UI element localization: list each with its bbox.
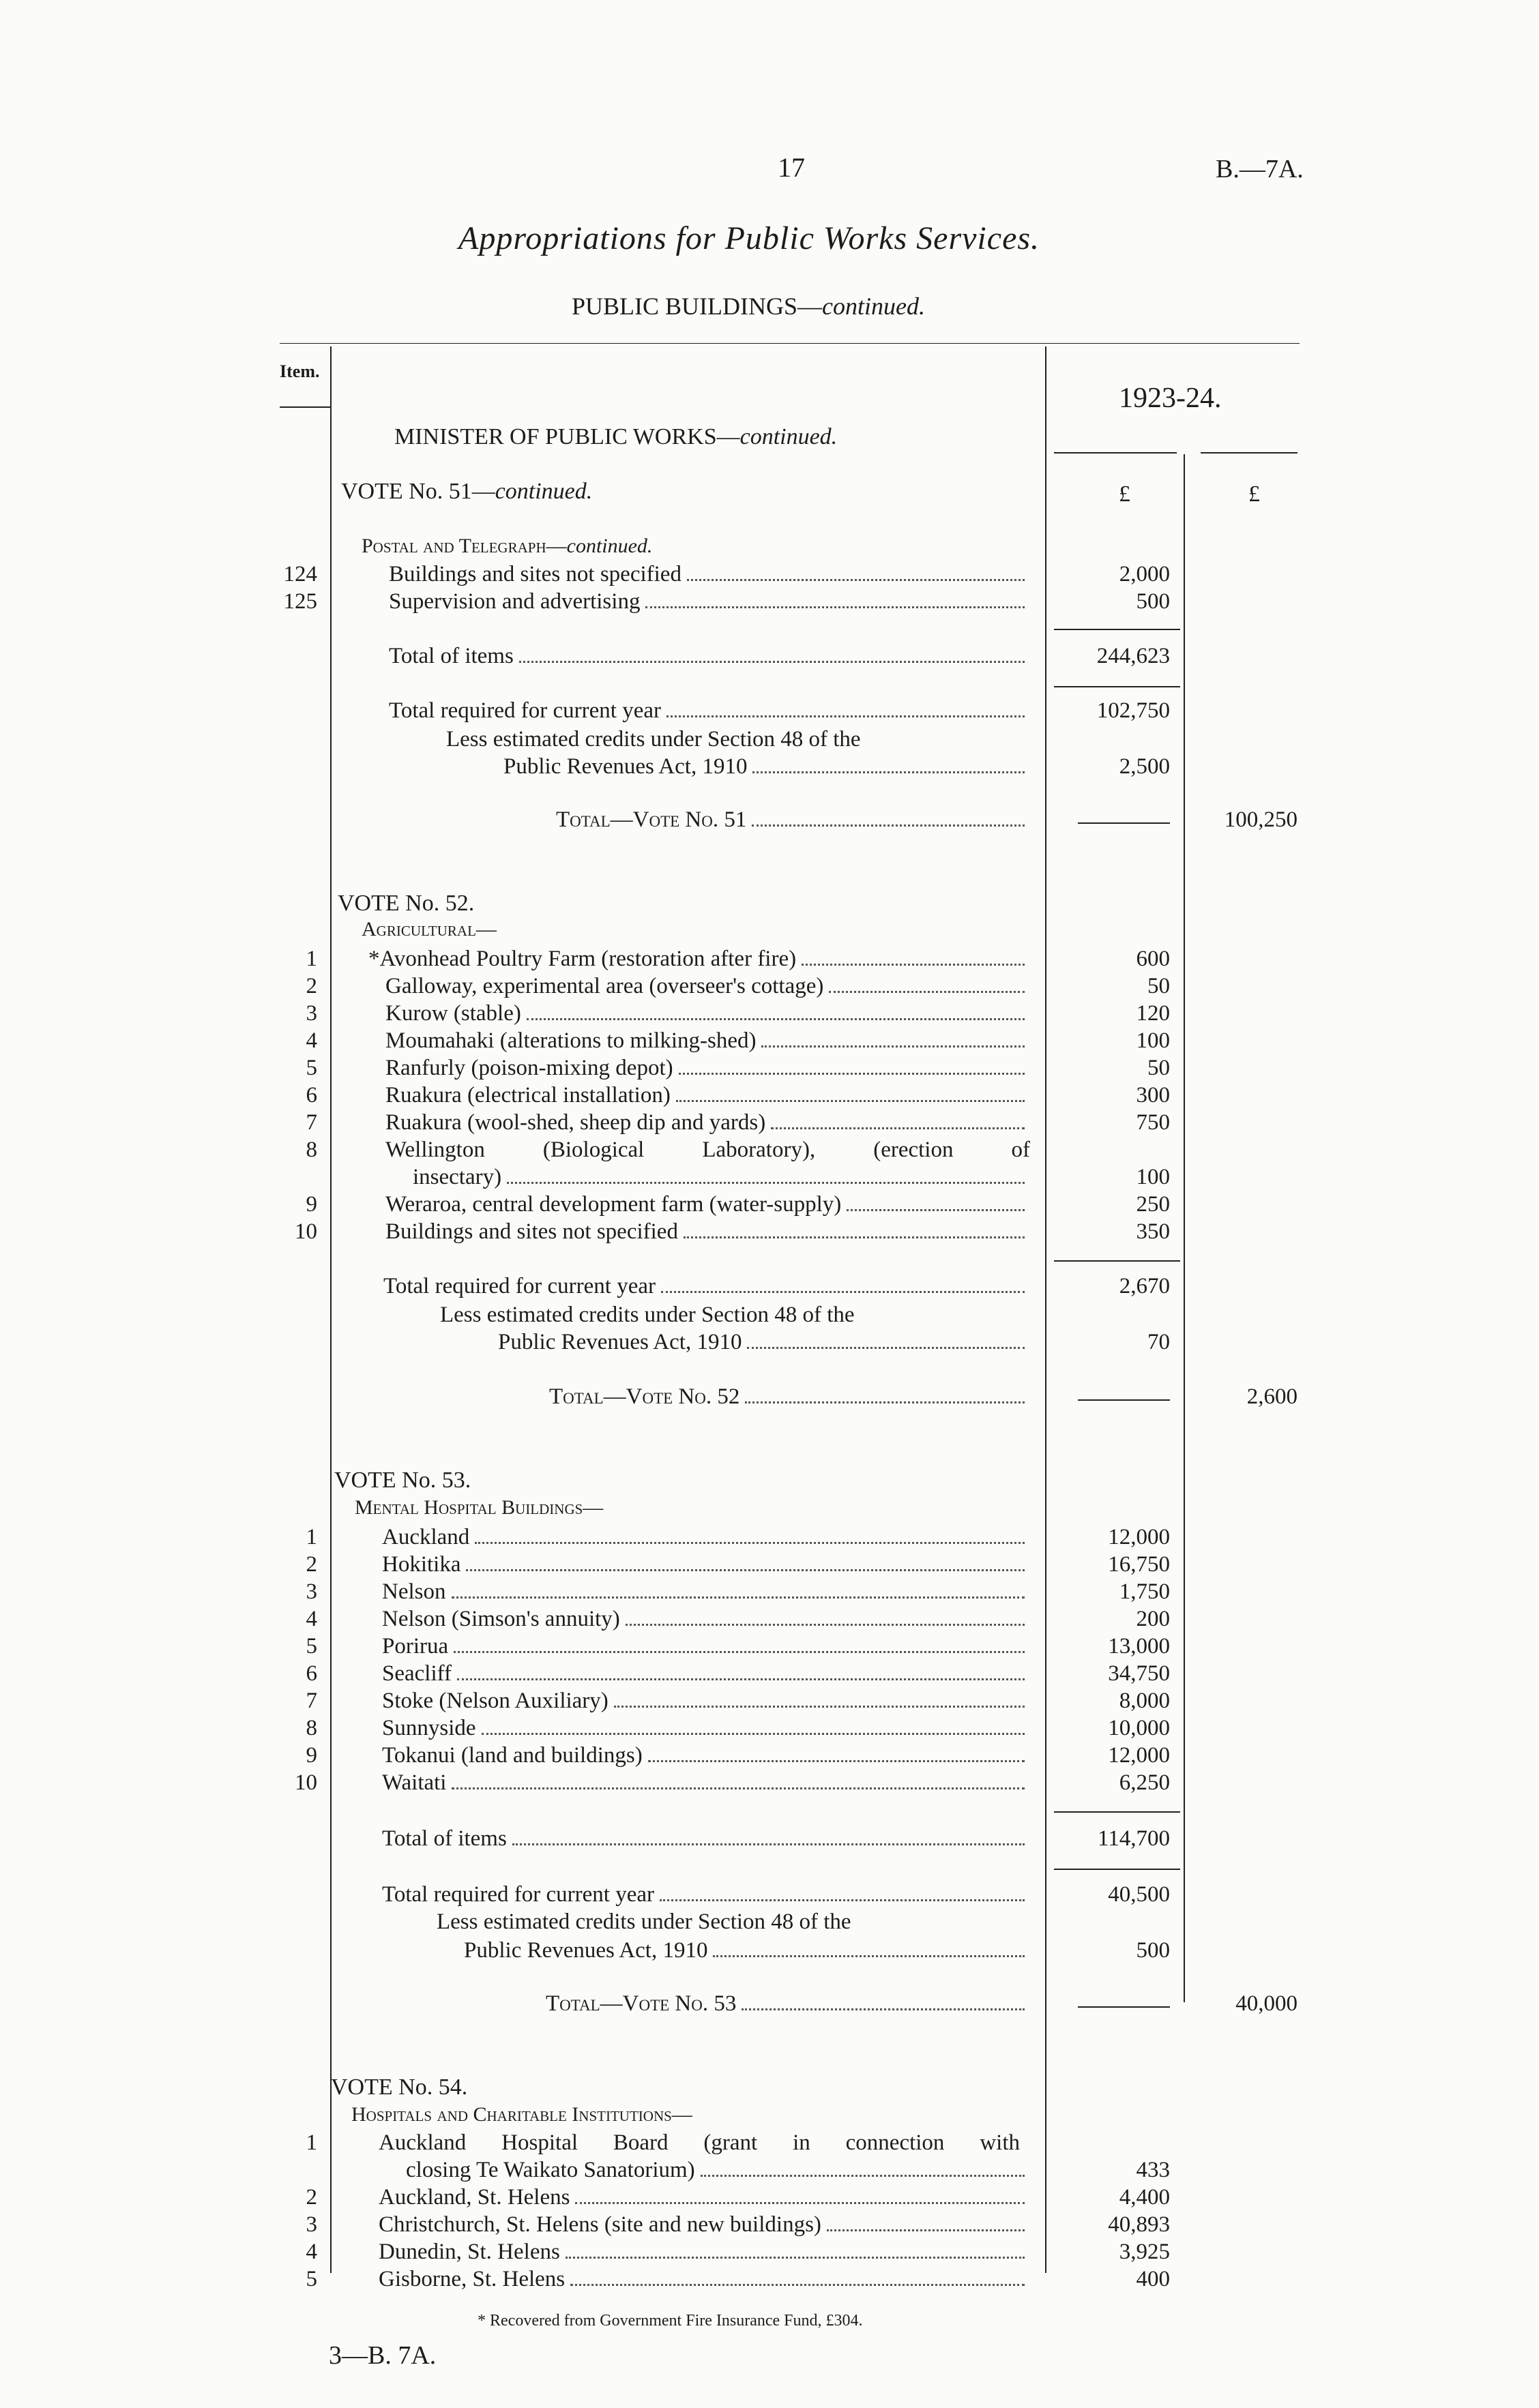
vote53-item-no: 10 bbox=[295, 1770, 317, 1795]
page-title: Appropriations for Public Works Services. bbox=[458, 220, 1040, 256]
vote52-item-desc: *Avonhead Poultry Farm (restoration after fire) bbox=[368, 947, 797, 971]
vote53-item-amount: 34,750 bbox=[1108, 1661, 1170, 1686]
vote52-item-amount: 600 bbox=[1136, 947, 1170, 971]
vote53-item-desc: Hokitika bbox=[382, 1552, 461, 1577]
item-column-divider bbox=[330, 346, 332, 2273]
vote52-title: VOTE No. 52. bbox=[338, 891, 475, 916]
vote53-item-no: 7 bbox=[306, 1689, 317, 1713]
vote52-less-credits-line1: Less estimated credits under Section 48 of the bbox=[440, 1303, 855, 1327]
vote51-section bbox=[362, 535, 652, 558]
vote54-item-amount: 4,400 bbox=[1119, 2185, 1170, 2210]
vote53-item-amount: 13,000 bbox=[1108, 1634, 1170, 1659]
vote53-item-desc: Seacliff bbox=[382, 1661, 452, 1686]
vote53-less-credits-row bbox=[464, 1938, 1030, 1963]
vote52-item-desc: Ruakura (wool-shed, sheep dip and yards) bbox=[385, 1110, 766, 1135]
vote53-item-no: 5 bbox=[306, 1634, 317, 1659]
vote54-item-amount: 433 bbox=[1136, 2158, 1170, 2182]
vote51-vote-total-row bbox=[556, 807, 1030, 833]
vote54-item-no: 5 bbox=[306, 2267, 317, 2291]
vote54-item-desc: Auckland Hospital Board (grant in connection with bbox=[379, 2130, 1020, 2155]
vote52-section: Agricultural— bbox=[362, 918, 497, 940]
vote53-item-amount: 10,000 bbox=[1108, 1716, 1170, 1740]
vote52-item-no: 5 bbox=[306, 1056, 317, 1080]
vote52-item-no: 9 bbox=[306, 1192, 317, 1217]
year-header-rule-1 bbox=[1054, 452, 1177, 454]
vote54-item-row bbox=[379, 2267, 1030, 2292]
vote52-item-no: 6 bbox=[306, 1083, 317, 1108]
vote52-item-desc: Kurow (stable) bbox=[385, 1001, 521, 1026]
vote52-item-desc: Wellington (Biological Laboratory), (erection of bbox=[385, 1138, 1030, 1162]
vote52-item-amount: 100 bbox=[1136, 1028, 1170, 1053]
vote51-item-amount: 500 bbox=[1136, 589, 1170, 614]
vote53-item-no: 4 bbox=[306, 1607, 317, 1631]
vote51-total-items-label: Total of items bbox=[389, 644, 514, 668]
vote54-item-desc: Gisborne, St. Helens bbox=[379, 2267, 566, 2291]
vote52-item-desc: Ruakura (electrical installation) bbox=[385, 1083, 671, 1108]
vote53-less-credits-line1: Less estimated credits under Section 48 of the bbox=[437, 1909, 851, 1934]
vote54-title: VOTE No. 54. bbox=[331, 2075, 468, 2100]
currency-col-1: £ bbox=[1119, 481, 1130, 507]
vote54-item-desc2: closing Te Waikato Sanatorium) bbox=[406, 2158, 695, 2182]
vote53-item-amount: 1,750 bbox=[1119, 1579, 1170, 1604]
vote53-vote-total-row bbox=[546, 1991, 1030, 2017]
vote51-total-required-label: Total required for current year bbox=[389, 698, 661, 723]
vote54-section: Hospitals and Charitable Institutions— bbox=[351, 2103, 692, 2126]
page-number: 17 bbox=[778, 152, 805, 183]
vote52-total-required-label: Total required for current year bbox=[383, 1274, 656, 1298]
vote53-item-no: 8 bbox=[306, 1716, 317, 1740]
vote52-less-credits: 70 bbox=[1147, 1330, 1170, 1354]
vote51-subtotal-rule bbox=[1054, 629, 1180, 630]
vote52-item-row bbox=[385, 1028, 1030, 1054]
vote52-item-no: 7 bbox=[306, 1110, 317, 1135]
vote54-item-desc: Auckland, St. Helens bbox=[379, 2185, 570, 2210]
vote53-less-credits: 500 bbox=[1136, 1938, 1170, 1963]
vote51-less-credits-line2: Public Revenues Act, 1910 bbox=[503, 754, 748, 779]
vote53-subtotal-rule bbox=[1054, 1811, 1180, 1813]
vote53-item-no: 1 bbox=[306, 1525, 317, 1549]
vote52-less-credits-row bbox=[498, 1330, 1030, 1355]
vote52-total-required: 2,670 bbox=[1119, 1274, 1170, 1298]
vote51-title-cont: continued. bbox=[495, 479, 593, 504]
vote53-item-desc: Auckland bbox=[382, 1525, 470, 1549]
vote52-item-amount: 120 bbox=[1136, 1001, 1170, 1026]
vote53-item-no: 2 bbox=[306, 1552, 317, 1577]
item-header-rule bbox=[280, 406, 330, 408]
vote51-vote-total: 100,250 bbox=[1224, 807, 1298, 832]
vote53-item-no: 3 bbox=[306, 1579, 317, 1604]
vote54-item-row bbox=[379, 2212, 1030, 2238]
vote54-item-amount: 3,925 bbox=[1119, 2240, 1170, 2264]
vote52-item-desc: Weraroa, central development farm (water-supply) bbox=[385, 1192, 842, 1217]
vote51-section-main: Postal and Telegraph— bbox=[362, 535, 567, 557]
vote53-item-desc: Porirua bbox=[382, 1634, 449, 1659]
vote52-vote-total: 2,600 bbox=[1246, 1384, 1298, 1409]
amount-column-divider-2 bbox=[1184, 454, 1185, 2002]
vote54-item-amount: 400 bbox=[1136, 2267, 1170, 2291]
vote51-total-items-row bbox=[389, 644, 1030, 669]
minister-cont: continued. bbox=[739, 424, 838, 449]
vote52-item-amount: 100 bbox=[1136, 1165, 1170, 1189]
vote51-item-no: 124 bbox=[283, 562, 317, 586]
vote53-item-row bbox=[382, 1689, 1030, 1714]
vote53-item-desc: Waitati bbox=[382, 1770, 447, 1795]
vote51-item-no: 125 bbox=[283, 589, 317, 614]
vote53-item-amount: 12,000 bbox=[1108, 1525, 1170, 1549]
vote52-item-row bbox=[385, 1192, 1030, 1217]
vote54-item-desc: Dunedin, St. Helens bbox=[379, 2240, 560, 2264]
vote53-total-required-label: Total required for current year bbox=[382, 1882, 654, 1907]
vote53-item-amount: 200 bbox=[1136, 1607, 1170, 1631]
vote53-total-items: 114,700 bbox=[1097, 1826, 1170, 1851]
vote53-item-amount: 6,250 bbox=[1119, 1770, 1170, 1795]
vote53-item-row bbox=[382, 1579, 1030, 1605]
vote53-item-row bbox=[382, 1552, 1030, 1577]
vote53-item-amount: 8,000 bbox=[1119, 1689, 1170, 1713]
vote54-item-amount: 40,893 bbox=[1108, 2212, 1170, 2237]
vote53-item-row bbox=[382, 1716, 1030, 1741]
vote51-total-items-rule bbox=[1054, 686, 1180, 687]
vote54-item-row-cont bbox=[406, 2158, 1030, 2183]
vote51-item-row bbox=[389, 562, 1030, 587]
vote53-item-amount: 12,000 bbox=[1108, 1743, 1170, 1768]
vote51-less-credits-line1: Less estimated credits under Section 48 of the bbox=[446, 727, 861, 752]
amount-column-divider-1 bbox=[1045, 346, 1046, 2273]
vote51-item-desc: Buildings and sites not specified bbox=[389, 562, 681, 586]
vote53-item-desc: Sunnyside bbox=[382, 1716, 476, 1740]
minister-main: MINISTER OF PUBLIC WORKS— bbox=[394, 424, 740, 449]
vote54-item-desc: Christchurch, St. Helens (site and new buildings) bbox=[379, 2212, 821, 2237]
vote52-item-desc2: insectary) bbox=[413, 1165, 502, 1189]
vote51-total-required-row bbox=[389, 698, 1030, 724]
vote53-item-no: 6 bbox=[306, 1661, 317, 1686]
vote52-item-amount: 250 bbox=[1136, 1192, 1170, 1217]
vote52-item-desc: Moumahaki (alterations to milking-shed) bbox=[385, 1028, 757, 1053]
vote52-vote-total-row bbox=[549, 1384, 1030, 1410]
vote53-vote-total: 40,000 bbox=[1235, 1991, 1298, 2016]
vote52-item-row bbox=[385, 1001, 1030, 1026]
vote53-total-items-row bbox=[382, 1826, 1030, 1852]
signature-mark: 3—B. 7A. bbox=[329, 2341, 437, 2370]
vote53-item-row bbox=[382, 1661, 1030, 1686]
vote52-subtotal-rule bbox=[1054, 1260, 1180, 1262]
vote52-item-row bbox=[368, 947, 1030, 972]
vote52-item-amount: 750 bbox=[1136, 1110, 1170, 1135]
vote54-item-no: 1 bbox=[306, 2130, 317, 2155]
vote52-item-row-cont bbox=[413, 1165, 1030, 1190]
vote54-item-row bbox=[379, 2240, 1030, 2265]
vote52-item-amount: 50 bbox=[1147, 974, 1170, 998]
vote53-item-row bbox=[382, 1770, 1030, 1796]
minister-heading bbox=[394, 424, 837, 450]
vote52-item-amount: 350 bbox=[1136, 1219, 1170, 1244]
vote52-item-amount: 300 bbox=[1136, 1083, 1170, 1108]
footnote: * Recovered from Government Fire Insurance Fund, £304. bbox=[478, 2312, 863, 2330]
currency-col-2: £ bbox=[1248, 481, 1260, 507]
vote53-item-row bbox=[382, 1607, 1030, 1632]
vote51-item-desc: Supervision and advertising bbox=[389, 589, 641, 614]
vote52-total-required-row bbox=[383, 1274, 1030, 1299]
vote52-less-credits-line2: Public Revenues Act, 1910 bbox=[498, 1330, 742, 1354]
vote53-item-amount: 16,750 bbox=[1108, 1552, 1170, 1577]
vote52-vote-total-dash bbox=[1078, 1399, 1170, 1401]
vote51-total-required: 102,750 bbox=[1096, 698, 1170, 723]
vote52-item-row bbox=[385, 1110, 1030, 1135]
vote52-item-desc: Galloway, experimental area (overseer's cottage) bbox=[385, 974, 824, 998]
vote53-item-row bbox=[382, 1634, 1030, 1659]
vote51-item-row bbox=[389, 589, 1030, 614]
vote53-item-desc: Stoke (Nelson Auxiliary) bbox=[382, 1689, 609, 1713]
vote53-section: Mental Hospital Buildings— bbox=[355, 1496, 604, 1519]
vote51-total-items: 244,623 bbox=[1096, 644, 1170, 668]
vote52-item-desc: Buildings and sites not specified bbox=[385, 1219, 678, 1244]
vote51-vote-total-label: Total—Vote No. 51 bbox=[556, 807, 747, 832]
vote52-item-desc: Ranfurly (poison-mixing depot) bbox=[385, 1056, 673, 1080]
subtitle-main: PUBLIC BUILDINGS— bbox=[572, 293, 823, 320]
vote51-title-main: VOTE No. 51— bbox=[341, 479, 495, 504]
vote53-total-items-label: Total of items bbox=[382, 1826, 507, 1851]
year-header-rule-2 bbox=[1201, 452, 1298, 454]
vote52-vote-total-label: Total—Vote No. 52 bbox=[549, 1384, 740, 1409]
vote53-item-desc: Nelson bbox=[382, 1579, 446, 1604]
vote53-item-no: 9 bbox=[306, 1743, 317, 1768]
vote53-item-row bbox=[382, 1525, 1030, 1550]
table-top-rule bbox=[280, 343, 1300, 344]
vote54-item-no: 4 bbox=[306, 2240, 317, 2264]
item-column-header: Item. bbox=[280, 361, 320, 381]
vote51-vote-total-dash bbox=[1078, 822, 1170, 824]
vote52-item-no: 10 bbox=[295, 1219, 317, 1244]
vote52-item-no: 8 bbox=[306, 1138, 317, 1162]
vote53-total-required: 40,500 bbox=[1108, 1882, 1170, 1907]
year-column-header: 1923-24. bbox=[1119, 383, 1222, 414]
vote53-item-row bbox=[382, 1743, 1030, 1768]
vote51-item-amount: 2,000 bbox=[1119, 562, 1170, 586]
vote51-less-credits: 2,500 bbox=[1119, 754, 1170, 779]
vote52-item-row bbox=[385, 1056, 1030, 1081]
report-code: B.—7A. bbox=[1216, 155, 1304, 183]
page-subtitle bbox=[572, 292, 925, 321]
vote52-item-no: 3 bbox=[306, 1001, 317, 1026]
vote53-less-credits-line2: Public Revenues Act, 1910 bbox=[464, 1938, 708, 1963]
vote52-item-no: 2 bbox=[306, 974, 317, 998]
vote53-total-required-row bbox=[382, 1882, 1030, 1907]
vote53-vote-total-dash bbox=[1078, 2006, 1170, 2008]
vote52-item-row bbox=[385, 1219, 1030, 1245]
vote53-total-items-rule bbox=[1054, 1869, 1180, 1870]
vote54-item-no: 3 bbox=[306, 2212, 317, 2237]
vote52-item-row bbox=[385, 1083, 1030, 1108]
vote53-title: VOTE No. 53. bbox=[334, 1468, 471, 1493]
vote52-item-no: 1 bbox=[306, 947, 317, 971]
vote52-item-row bbox=[385, 974, 1030, 999]
vote52-item-no: 4 bbox=[306, 1028, 317, 1053]
vote53-item-desc: Nelson (Simson's annuity) bbox=[382, 1607, 620, 1631]
vote54-item-row bbox=[379, 2185, 1030, 2210]
vote52-item-amount: 50 bbox=[1147, 1056, 1170, 1080]
vote53-item-desc: Tokanui (land and buildings) bbox=[382, 1743, 643, 1768]
vote51-title bbox=[341, 479, 592, 505]
subtitle-cont: continued. bbox=[822, 293, 925, 320]
vote53-vote-total-label: Total—Vote No. 53 bbox=[546, 1991, 737, 2016]
vote54-item-no: 2 bbox=[306, 2185, 317, 2210]
vote51-less-credits-row bbox=[503, 754, 1030, 779]
vote51-section-cont: continued. bbox=[566, 535, 653, 557]
